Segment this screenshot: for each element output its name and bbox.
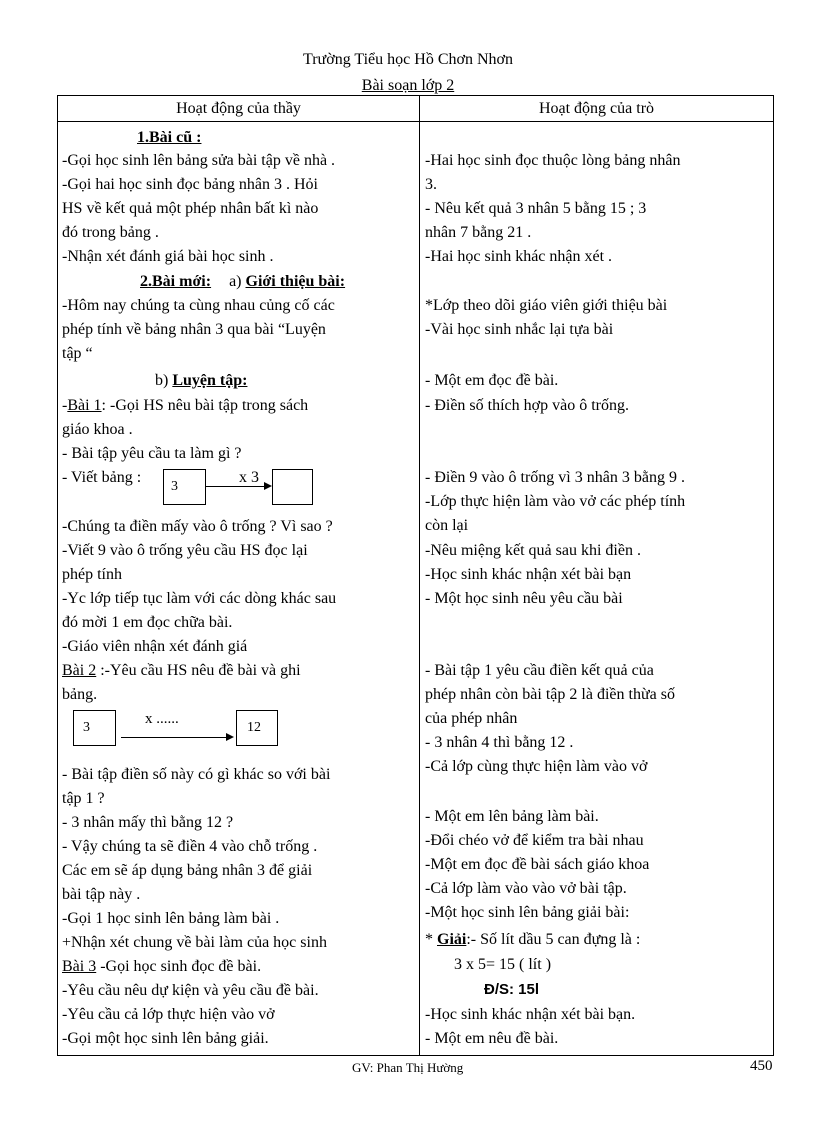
school-name: Trường Tiểu học Hồ Chơn Nhơn [303,51,513,68]
student-line: -Cả lớp cùng thực hiện làm vào vở [425,758,648,775]
sub-a-marker: a) [229,273,242,290]
table-left-border [57,95,58,1056]
student-line: - Một em lên bảng làm bài. [425,808,599,825]
calculation: 3 x 5= 15 ( lít ) [454,956,552,973]
diagram1-output-box [272,469,313,505]
student-line: - Một học sinh nêu yêu cầu bài [425,590,623,607]
student-line: -Vài học sinh nhắc lại tựa bài [425,321,614,338]
exercise-1-label: Bài 1 [67,397,102,414]
teacher-line: - Bài tập điền số này có gì khác so với bài [62,766,331,783]
teacher-line: -Chúng ta điền mấy vào ô trống ? Vì sao ? [62,518,333,535]
teacher-line: HS về kết quả một phép nhân bất kì nào [62,200,319,217]
student-line: *Lớp theo dõi giáo viên giới thiệu bài [425,297,668,314]
student-line: - Một em đọc đề bài. [425,372,559,389]
teacher-line: tập 1 ? [62,790,105,807]
student-line: nhân 7 bằng 21 . [425,224,532,241]
table-header-border [57,121,774,122]
teacher-line: - 3 nhân mấy thì bằng 12 ? [62,814,234,831]
section-1-title: 1.Bài cũ : [137,129,202,146]
student-line: -Hai học sinh khác nhận xét . [425,248,613,265]
teacher-line: -Gọi 1 học sinh lên bảng làm bài . [62,910,280,927]
teacher-name-footer: GV: Phan Thị Hường [352,1060,464,1075]
student-line: - 3 nhân 4 thì bằng 12 . [425,734,574,751]
solution-line: * Giải:- Số lít dầu 5 can đựng là : [425,931,641,948]
teacher-line: -Gọi hai học sinh đọc bảng nhân 3 . Hỏi [62,176,318,193]
table-bottom-border [57,1055,774,1056]
practice-heading [155,369,247,393]
student-line: -Học sinh khác nhận xét bài bạn [425,566,632,583]
teacher-line: -Gọi học sinh lên bảng sửa bài tập về nhà . [62,152,336,169]
teacher-line: - Bài tập yêu cầu ta làm gì ? [62,445,242,462]
student-line: -Học sinh khác nhận xét bài bạn. [425,1006,636,1023]
student-line: -Một học sinh lên bảng giải bài: [425,904,630,921]
diagram2-operation: x ...... [145,711,179,727]
student-line: - Bài tập 1 yêu cầu điền kết quả của [425,662,654,679]
student-line: -Nêu miệng kết quả sau khi điền . [425,542,641,559]
teacher-line: Các em sẽ áp dụng bảng nhân 3 để giải [62,862,313,879]
exercise-2-label: Bài 2 [62,662,97,679]
diagram1-operation: x 3 [239,469,259,486]
teacher-line: +Nhận xét chung về bài làm của học sinh [62,934,327,951]
introduction-heading: Giới thiệu bài: [245,273,346,290]
teacher-line: giáo khoa . [62,421,133,438]
teacher-line: -Gọi một học sinh lên bảng giải. [62,1030,269,1047]
table-right-border [773,95,774,1056]
exercise-3: Bài 3 -Gọi học sinh đọc đề bài. [62,958,262,975]
student-line: -Cả lớp làm vào vào vở bài tập. [425,880,627,897]
teacher-line: -Giáo viên nhận xét đánh giá [62,638,248,655]
table-middle-border [419,95,420,1056]
student-line: -Một em đọc đề bài sách giáo khoa [425,856,650,873]
teacher-line: phép tính về bảng nhân 3 qua bài “Luyện [62,321,326,338]
teacher-line: -Hôm nay chúng ta cùng nhau củng cố các [62,297,335,314]
diagram2-output-box: 12 [236,710,278,746]
teacher-line: phép tính [62,566,122,583]
section-2-title [140,270,345,294]
arrow-head-icon [226,733,234,741]
teacher-line: tập “ [62,345,93,362]
teacher-line: -Yêu cầu nêu dự kiện và yêu cầu đề bài. [62,982,319,999]
teacher-line: - Vậy chúng ta sẽ điền 4 vào chỗ trống . [62,838,318,855]
teacher-line: -Yêu cầu cả lớp thực hiện vào vở [62,1006,275,1023]
diagram2-input-box: 3 [73,710,116,746]
answer: Đ/S: 15l [484,981,540,998]
practice-title: Luyện tập: [172,372,248,389]
student-line: còn lại [425,517,469,534]
student-line: phép nhân còn bài tập 2 là điền thừa số [425,686,675,703]
student-line: - Điền 9 vào ô trống vì 3 nhân 3 bằng 9 . [425,469,685,486]
exercise-2: Bài 2 :-Yêu cầu HS nêu đề bài và ghi [62,662,301,679]
sub-b-marker: b) [155,372,169,389]
diagram2-arrow [121,737,227,738]
teacher-line: đó mời 1 em đọc chữa bài. [62,614,233,631]
solution-label: Giải [437,931,467,948]
teacher-line: -Nhận xét đánh giá bài học sinh . [62,248,274,265]
teacher-column-header: Hoạt động của thầy [176,100,301,117]
teacher-line: - Viết bảng : [62,469,142,486]
student-line: -Đổi chéo vở để kiểm tra bài nhau [425,832,644,849]
new-lesson-heading: 2.Bài mới: [140,273,212,290]
student-line: -Hai học sinh đọc thuộc lòng bảng nhân [425,152,681,169]
exercise-1: -Bài 1: -Gọi HS nêu bài tập trong sách [62,397,309,414]
diagram1-input-box: 3 [163,469,206,505]
student-line: - Một em nêu đề bài. [425,1030,559,1047]
diagram1-arrow [205,486,265,487]
teacher-line: -Yc lớp tiếp tục làm với các dòng khác sau [62,590,337,607]
page-number: 450 [750,1058,773,1074]
student-line: -Lớp thực hiện làm vào vở các phép tính [425,493,686,510]
arrow-head-icon [264,482,272,490]
student-line: của phép nhân [425,710,518,727]
teacher-line: bảng. [62,686,98,703]
student-line: - Nêu kết quả 3 nhân 5 bằng 15 ; 3 [425,200,647,217]
lesson-title: Bài soạn lớp 2 [361,77,455,94]
exercise-3-label: Bài 3 [62,958,97,975]
student-line: 3. [425,176,437,193]
teacher-line: đó trong bảng . [62,224,159,241]
teacher-line: bài tập này . [62,886,141,903]
table-top-border [57,95,774,96]
student-line: - Điền số thích hợp vào ô trống. [425,397,629,414]
student-column-header: Hoạt động của trò [538,100,655,117]
teacher-line: -Viết 9 vào ô trống yêu cầu HS đọc lại [62,542,308,559]
